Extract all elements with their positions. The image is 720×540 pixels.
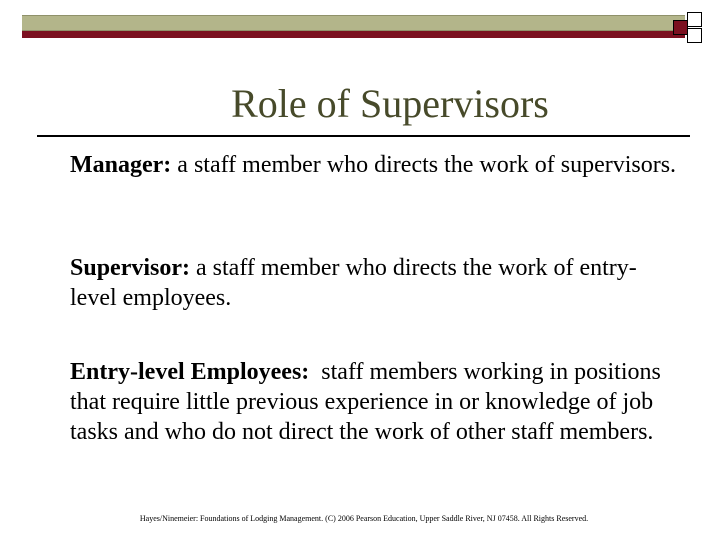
definition-text: a staff member who directs the work of entry-level employees. [70, 255, 637, 311]
definition-manager [70, 150, 680, 180]
copyright-footer: Hayes/Ninemeier: Foundations of Lodging Management. (C) 2006 Pearson Education, Upper Saddle River, NJ 07458. All Rights Reserved. [139, 514, 589, 523]
corner-square-bottom-right [687, 28, 702, 43]
header-band-maroon [22, 31, 685, 38]
header-band-olive [22, 15, 685, 31]
definition-term: Entry-level Employees: [70, 359, 310, 385]
definition-term: Supervisor: [70, 255, 190, 281]
corner-square-top-right [687, 12, 702, 27]
corner-square-middle-left [673, 20, 688, 35]
title-divider [37, 135, 690, 137]
definition-term: Manager: [70, 152, 172, 178]
definition-entry-level [70, 357, 680, 447]
definition-supervisor [70, 253, 680, 313]
definition-text: staff members working in positions that require little previous experience in or knowledge of job tasks and who do not direct the work of other staff members. [70, 359, 667, 445]
slide-title: Role of Supervisors [231, 81, 549, 126]
definition-text: a staff member who directs the work of supervisors. [171, 152, 677, 178]
